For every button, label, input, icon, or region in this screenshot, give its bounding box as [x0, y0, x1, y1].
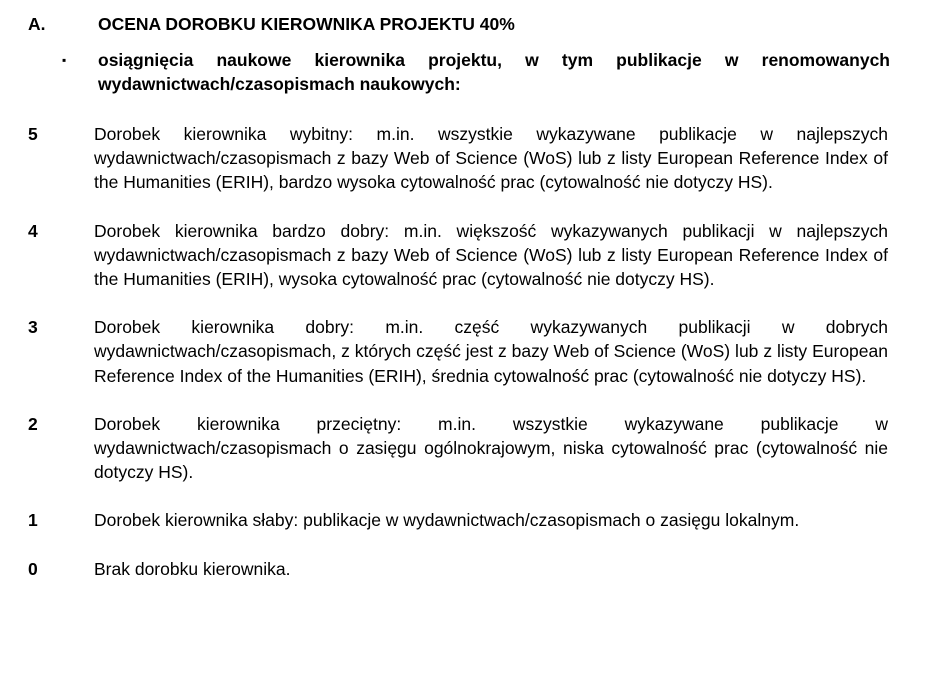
score-description: Dorobek kierownika przeciętny: m.in. wszystkie wykazywane publikacje w wydawnictwach/czasopismach o zasięgu ogólnokrajowym, niska cytowalność prac (cytowalność nie dotyczy HS).: [94, 413, 888, 483]
score-value: 0: [28, 558, 38, 579]
score-value: 5: [28, 124, 38, 144]
score-level-4: [28, 219, 898, 292]
score-value: 2: [28, 413, 38, 434]
section-title: OCENA DOROBKU KIEROWNIKA PROJEKTU 40%: [98, 14, 515, 34]
score-description: Dorobek kierownika dobry: m.in. część wykazywanych publikacji w dobrych wydawnictwach/czasopismach, z których część jest z bazy Web of Science (WoS) lub z listy European Reference Index of the Humanities (ERIH), średnia cytowalność prac (cytowalność nie dotyczy HS).: [94, 317, 888, 386]
score-level-5: [28, 122, 898, 195]
score-description: Dorobek kierownika bardzo dobry: m.in. większość wykazywanych publikacji w najlepszych wydawnictwach/czasopismach z bazy Web of Science (WoS) lub z listy European Reference Index of the Humanities (ERIH), wysoka cytowalność prac (cytowalność nie dotyczy HS).: [94, 220, 888, 290]
score-value: 1: [28, 510, 38, 531]
score-value: 4: [28, 220, 38, 241]
score-description: Brak dorobku kierownika.: [94, 558, 291, 579]
score-level-1: [28, 508, 898, 532]
score-level-2: [28, 412, 898, 485]
criterion-text: osiągnięcia naukowe kierownika projektu, w tym publikacje w renomowanych wydawnictwach/czasopismach naukowych:: [98, 50, 890, 94]
score-level-0: [28, 557, 898, 581]
score-value: 3: [28, 317, 38, 338]
score-levels-list: [28, 122, 898, 605]
score-description: Dorobek kierownika wybitny: m.in. wszystkie wykazywane publikacje w najlepszych wydawnictwach/czasopismach z bazy Web of Science (WoS) lub z listy European Reference Index of the Humanities (ERIH), bardzo wysoka cytowalność prac (cytowalność nie dotyczy HS).: [94, 124, 888, 193]
section-letter: A.: [28, 14, 46, 34]
score-description: Dorobek kierownika słaby: publikacje w wydawnictwach/czasopismach o zasięgu lokalnym.: [94, 510, 800, 531]
square-bullet-icon: ▪: [62, 53, 67, 67]
score-level-3: [28, 315, 898, 388]
